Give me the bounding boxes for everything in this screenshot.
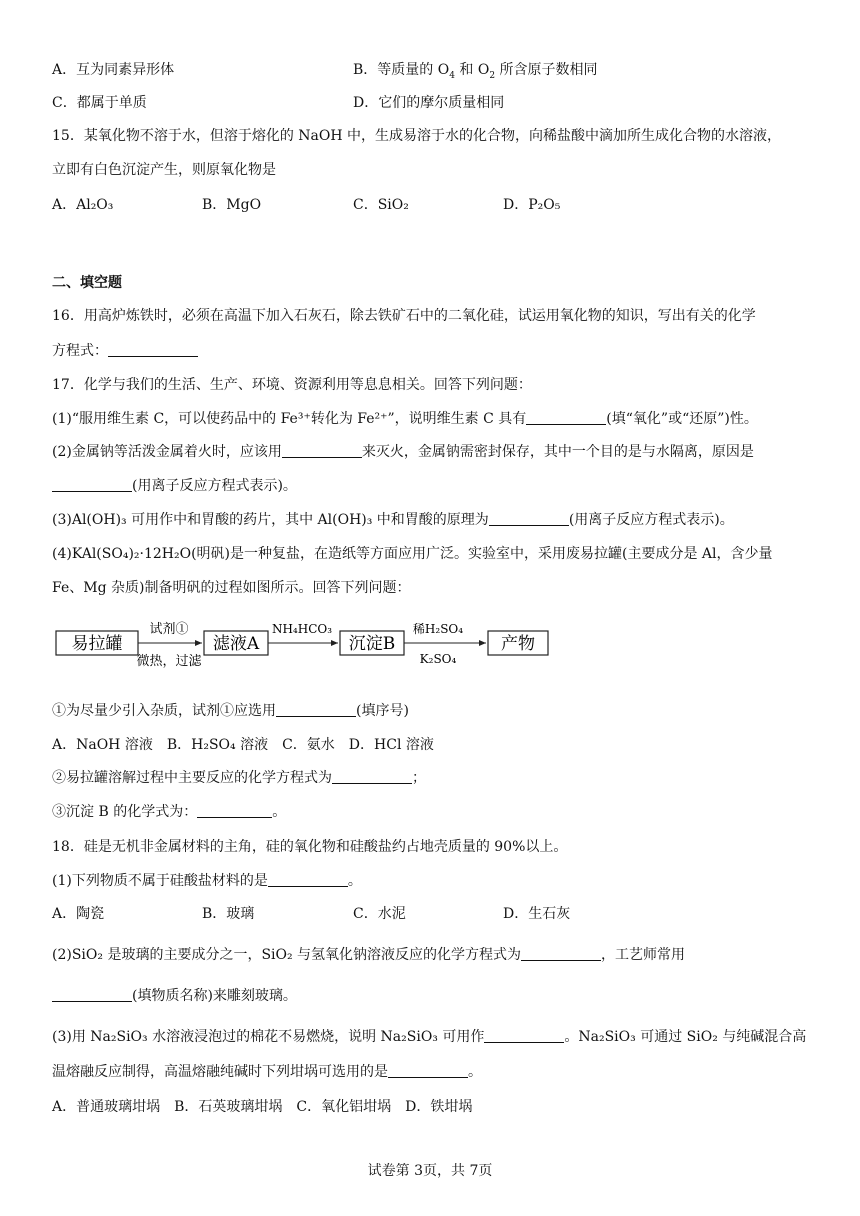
q18-option-c: C．水泥 — [353, 906, 406, 922]
answer-blank[interactable] — [276, 702, 356, 717]
q17-part4-line1: (4)KAl(SO₄)₂·12H₂O(明矾)是一种复盐，在造纸等方面应用广泛。实验室中，采用废易拉罐(主要成分是 Al，含少量 — [52, 546, 773, 562]
q18-option-a: A．陶瓷 — [52, 906, 105, 922]
flow-arrow-1-bottom: 微热，过滤 — [136, 654, 202, 669]
q16-text-line2: 方程式： — [52, 341, 198, 361]
q18-part3-options: A．普通玻璃坩埚 B．石英玻璃坩埚 C．氧化铝坩埚 D．铁坩埚 — [52, 1099, 473, 1115]
q17-sub3: ③沉淀 B 的化学式为： 。 — [52, 804, 287, 820]
q14-option-a: A．互为同素异形体 — [52, 62, 175, 78]
q17-part2-cont: (用离子反应方程式表示)。 — [52, 476, 297, 496]
q15-text-line1: 15．某氧化物不溶于水，但溶于熔化的 NaOH 中，生成易溶于水的化合物，向稀盐酸中滴加所生成化合物的水溶液， — [52, 128, 781, 144]
answer-blank[interactable] — [52, 987, 132, 1002]
q15-option-a: A．Al₂O₃ — [52, 197, 114, 213]
flow-arrow-2-top: NH₄HCO₃ — [271, 622, 333, 636]
q18-part1: (1)下列物质不属于硅酸盐材料的是 。 — [52, 873, 362, 889]
page-footer: 试卷第 3页，共 7页 — [367, 1163, 493, 1179]
q17-intro: 17．化学与我们的生活、生产、环境、资源利用等息息相关。回答下列问题： — [52, 377, 532, 393]
flow-box-can-label: 易拉罐 — [71, 634, 123, 654]
answer-blank[interactable] — [489, 511, 569, 526]
q14-option-d: D．它们的摩尔质量相同 — [353, 95, 505, 111]
flow-box-filtrate-label: 滤液A — [212, 634, 260, 654]
q17-part3: (3)Al(OH)₃ 可用作中和胃酸的药片，其中 Al(OH)₃ 中和胃酸的原理为 (用离子反应方程式表示)。 — [52, 512, 734, 528]
answer-blank[interactable] — [484, 1028, 564, 1043]
q18-part2-cont: (填物质名称)来雕刻玻璃。 — [52, 986, 297, 1006]
q18-part2: (2)SiO₂ 是玻璃的主要成分之一，SiO₂ 与氢氧化钠溶液反应的化学方程式为 ，工艺师常用 — [52, 947, 686, 963]
q15-option-c: C．SiO₂ — [353, 197, 409, 213]
flow-arrow-3-bottom: K₂SO₄ — [419, 652, 457, 666]
answer-blank[interactable] — [282, 443, 362, 458]
q18-part3-cont: 温熔融反应制得，高温熔融纯碱时下列坩埚可选用的是 。 — [52, 1064, 482, 1080]
flow-arrow-3-top: 稀H₂SO₄ — [412, 622, 464, 636]
answer-blank[interactable] — [52, 477, 132, 492]
section-title: 二、填空题 — [52, 275, 122, 291]
process-flow-diagram — [52, 619, 562, 681]
q15-text-line2: 立即有白色沉淀产生，则原氧化物是 — [52, 162, 276, 178]
q18-intro: 18．硅是无机非金属材料的主角，硅的氧化物和硅酸盐约占地壳质量的 90%以上。 — [52, 839, 568, 855]
q17-sub1-options: A．NaOH 溶液 B．H₂SO₄ 溶液 C．氨水 D．HCl 溶液 — [52, 737, 434, 753]
q18-option-d: D．生石灰 — [503, 906, 571, 922]
q14-option-c: C．都属于单质 — [52, 95, 147, 111]
q17-part2: (2)金属钠等活泼金属着火时，应该用 来灭火，金属钠需密封保存，其中一个目的是与水隔离，原因是 — [52, 444, 754, 460]
q16-text-line1: 16．用高炉炼铁时，必须在高温下加入石灰石，除去铁矿石中的二氧化硅，试运用氧化物的知识，写出有关的化学 — [52, 308, 756, 324]
flow-box-product-label: 产物 — [501, 634, 535, 654]
q17-sub1: ①为尽量少引入杂质，试剂①应选用 (填序号) — [52, 703, 409, 719]
answer-blank[interactable] — [388, 1063, 468, 1078]
answer-blank[interactable] — [332, 769, 412, 784]
q18-option-b: B．玻璃 — [202, 906, 255, 922]
answer-blank[interactable] — [108, 342, 198, 357]
answer-blank[interactable] — [526, 410, 606, 425]
q17-part1: (1)“服用维生素 C，可以使药品中的 Fe³⁺转化为 Fe²⁺”，说明维生素 C 具有 (填“氧化”或“还原”)性。 — [52, 411, 758, 427]
q15-option-b: B．MgO — [202, 197, 262, 213]
answer-blank[interactable] — [521, 946, 601, 961]
flow-box-precipitate-label: 沉淀B — [348, 634, 396, 654]
flow-arrow-1-top: 试剂① — [149, 622, 189, 637]
answer-blank[interactable] — [268, 872, 348, 887]
q17-part4-line2: Fe、Mg 杂质)制备明矾的过程如图所示。回答下列问题： — [52, 580, 411, 596]
q15-option-d: D．P₂O₅ — [503, 197, 561, 213]
q17-sub2: ②易拉罐溶解过程中主要反应的化学方程式为 ； — [52, 770, 426, 786]
q14-option-b: B．等质量的 $O_4$ 和 $O_2$ 所含原子数相同 — [353, 62, 598, 81]
q18-part3: (3)用 Na₂SiO₃ 水溶液浸泡过的棉花不易燃烧，说明 Na₂SiO₃ 可用作 。Na₂SiO₃ 可通过 SiO₂ 与纯碱混合高 — [52, 1029, 807, 1045]
answer-blank[interactable] — [197, 803, 272, 818]
